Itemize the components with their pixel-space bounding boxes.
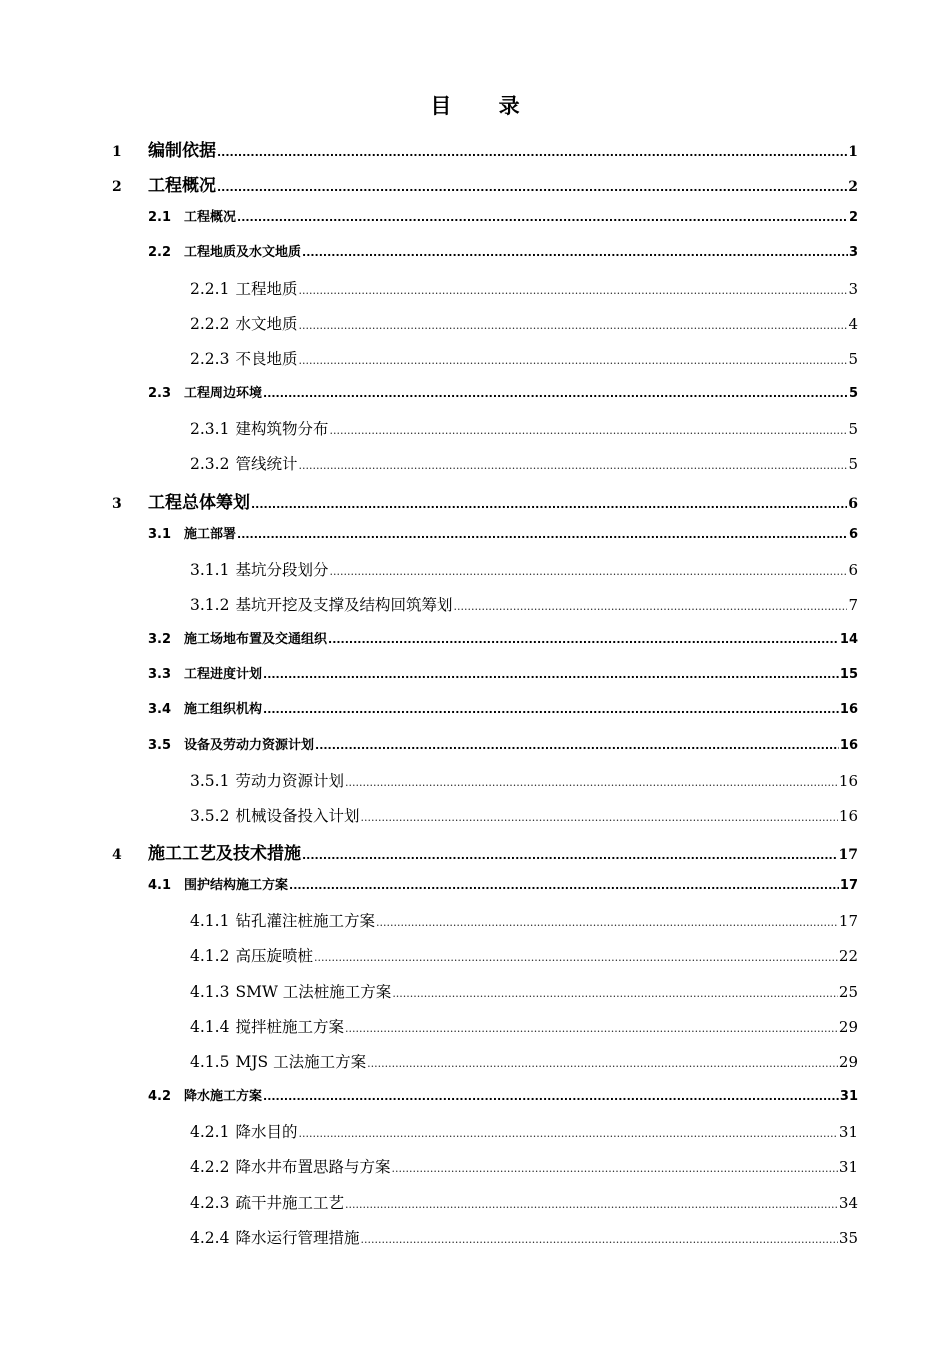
toc-entry-label: 施工场地布置及交通组织 — [184, 632, 328, 648]
toc-entry-page-number: 5 — [848, 455, 858, 474]
toc-entry-page-number: 31 — [838, 1123, 858, 1142]
toc-entry-number: 2.1 — [148, 210, 172, 226]
toc-entry-label: 工程地质及水文地质 — [184, 245, 302, 261]
dot-leader — [298, 319, 847, 332]
dot-leader — [251, 498, 847, 511]
toc-entry-page-number: 35 — [838, 1228, 858, 1247]
toc-entry-label: 施工工艺及技术措施 — [148, 844, 301, 864]
toc-entry-page-number: 3 — [848, 245, 858, 261]
dot-leader — [360, 811, 837, 824]
toc-entry-number: 4.2.3 — [190, 1193, 230, 1212]
toc-entry-label: 水文地质 — [235, 314, 298, 333]
toc-entry-number: 4 — [112, 847, 122, 863]
toc-entry-3-1-2[interactable] — [190, 593, 858, 615]
toc-entry-2-2[interactable] — [148, 241, 858, 260]
toc-entry-number: 3.4 — [148, 702, 172, 718]
toc-entry-page-number: 25 — [838, 982, 858, 1001]
toc-entry-number: 4.1 — [148, 878, 172, 894]
toc-entry-number: 3.1.2 — [190, 595, 230, 614]
toc-entry-3-5-1[interactable] — [190, 769, 858, 791]
toc-title: 目 录 — [430, 94, 540, 118]
toc-entry-4-2-3[interactable] — [190, 1191, 858, 1213]
dot-leader — [263, 703, 839, 716]
toc-entry-number: 2.2.2 — [190, 314, 230, 333]
toc-entry-number: 2.3.1 — [190, 420, 230, 439]
dot-leader — [298, 459, 847, 472]
toc-entry-label: 劳动力资源计划 — [235, 771, 344, 790]
toc-entry-number: 3 — [112, 495, 122, 512]
toc-entry-label: 施工组织机构 — [184, 702, 263, 718]
toc-entry-label: 不良地质 — [235, 349, 298, 368]
toc-entry-4-1-2[interactable] — [190, 944, 858, 966]
toc-entry-4-1-5[interactable] — [190, 1050, 858, 1072]
toc-entry-number: 2.2 — [148, 245, 172, 261]
toc-entry-label: 设备及劳动力资源计划 — [184, 737, 315, 753]
toc-entry-page-number: 16 — [839, 737, 858, 753]
toc-entry-number: 4.1.3 — [190, 982, 230, 1001]
dot-leader — [367, 1057, 838, 1070]
toc-entry-number: 4.1.4 — [190, 1017, 230, 1036]
toc-entry-3[interactable] — [112, 488, 858, 513]
toc-entry-4-1-4[interactable] — [190, 1015, 858, 1037]
toc-entry-label: 降水运行管理措施 — [235, 1228, 360, 1247]
toc-entry-label: 降水施工方案 — [184, 1089, 263, 1105]
toc-entry-2-2-2[interactable] — [190, 312, 858, 334]
dot-leader — [376, 916, 838, 929]
toc-entry-number: 4.1.5 — [190, 1052, 230, 1071]
toc-entry-label: MJS 工法施工方案 — [235, 1052, 367, 1071]
toc-entry-4[interactable] — [112, 839, 858, 864]
toc-entry-label: 施工部署 — [184, 526, 237, 542]
toc-entry-number: 3.5.2 — [190, 806, 230, 825]
dot-leader — [217, 181, 847, 194]
toc-entry-page-number: 1 — [848, 144, 858, 160]
toc-entry-page-number: 31 — [839, 1089, 858, 1105]
toc-entry-3-2[interactable] — [148, 628, 858, 647]
toc-entry-number: 4.2.4 — [190, 1228, 230, 1247]
toc-entry-number: 3.1.1 — [190, 560, 230, 579]
dot-leader — [360, 1233, 837, 1246]
dot-leader — [298, 1127, 837, 1140]
dot-leader — [453, 600, 847, 613]
toc-entry-label: 围护结构施工方案 — [184, 878, 289, 894]
dot-leader — [345, 1022, 838, 1035]
toc-entry-label: 疏干井施工工艺 — [235, 1193, 344, 1212]
toc-entry-number: 4.1.2 — [190, 947, 230, 966]
dot-leader — [315, 739, 839, 752]
toc-entry-page-number: 5 — [848, 420, 858, 439]
toc-entry-label: 降水目的 — [235, 1123, 298, 1142]
toc-entry-number: 3.2 — [148, 632, 172, 648]
toc-entry-label: 基坑分段划分 — [235, 560, 329, 579]
toc-entry-label: 工程概况 — [184, 210, 237, 226]
toc-entry-4-2-4[interactable] — [190, 1226, 858, 1248]
dot-leader — [345, 1198, 838, 1211]
toc-entry-label: 管线统计 — [235, 455, 298, 474]
toc-entry-number: 3.5.1 — [190, 771, 230, 790]
dot-leader — [298, 284, 847, 297]
toc-entry-1[interactable] — [112, 136, 858, 161]
toc-entry-number: 2.3.2 — [190, 455, 230, 474]
toc-entry-2-3[interactable] — [148, 382, 858, 401]
toc-entry-page-number: 6 — [848, 526, 858, 542]
toc-entry-number: 2.2.3 — [190, 349, 230, 368]
toc-entry-number: 4.1.1 — [190, 912, 230, 931]
dot-leader — [263, 1090, 839, 1103]
dot-leader — [237, 528, 848, 541]
toc-entry-page-number: 5 — [848, 386, 858, 402]
toc-entry-label: 工程概况 — [148, 176, 216, 197]
toc-entry-label: 基坑开挖及支撑及结构回筑筹划 — [235, 595, 453, 614]
toc-entry-page-number: 22 — [838, 947, 858, 966]
toc-entry-label: 编制依据 — [148, 141, 216, 161]
toc-entry-page-number: 15 — [839, 667, 858, 683]
toc-entry-label: 高压旋喷桩 — [235, 947, 313, 966]
dot-leader — [329, 565, 847, 578]
toc-entry-page-number: 2 — [848, 210, 858, 226]
toc-entry-3-3[interactable] — [148, 663, 858, 682]
toc-entry-page-number: 6 — [848, 495, 858, 512]
toc-entry-page-number: 17 — [838, 912, 858, 931]
toc-entry-2-3-2[interactable] — [190, 452, 858, 474]
toc-entry-page-number: 4 — [848, 314, 858, 333]
toc-entry-label: SMW 工法桩施工方案 — [235, 982, 392, 1001]
toc-entry-page-number: 29 — [838, 1052, 858, 1071]
toc-entry-page-number: 3 — [848, 279, 858, 298]
toc-entry-page-number: 29 — [838, 1017, 858, 1036]
toc-entry-page-number: 31 — [838, 1158, 858, 1177]
toc-entry-label: 工程地质 — [235, 279, 298, 298]
toc-entry-page-number: 17 — [839, 878, 858, 894]
toc-entry-page-number: 7 — [848, 595, 858, 614]
toc-entry-page-number: 17 — [838, 847, 858, 863]
toc-entry-number: 1 — [112, 144, 122, 160]
toc-entry-label: 搅拌桩施工方案 — [235, 1017, 344, 1036]
toc-entry-page-number: 5 — [848, 349, 858, 368]
toc-entry-page-number: 34 — [838, 1193, 858, 1212]
toc-entry-number: 2.2.1 — [190, 279, 230, 298]
dot-leader — [237, 211, 848, 224]
toc-entry-2-2-1[interactable] — [190, 277, 858, 299]
toc-entry-number: 2 — [112, 179, 122, 196]
toc-entry-4-1[interactable] — [148, 874, 858, 893]
toc-entry-label: 工程进度计划 — [184, 667, 263, 683]
toc-entry-3-5-2[interactable] — [190, 804, 858, 826]
toc-entry-2-3-1[interactable] — [190, 417, 858, 439]
toc-entry-2[interactable] — [112, 171, 858, 196]
toc-entry-4-2-1[interactable] — [190, 1120, 858, 1142]
toc-entry-number: 4.2.2 — [190, 1158, 230, 1177]
dot-leader — [263, 668, 839, 681]
dot-leader — [345, 776, 838, 789]
dot-leader — [302, 849, 838, 862]
toc-entry-2-1[interactable] — [148, 206, 858, 225]
dot-leader — [391, 1162, 837, 1175]
toc-entry-number: 3.3 — [148, 667, 172, 683]
toc-entry-label: 工程总体筹划 — [148, 492, 250, 513]
toc-entry-page-number: 6 — [848, 560, 858, 579]
toc-entry-label: 建构筑物分布 — [235, 420, 329, 439]
toc-entry-label: 工程周边环境 — [184, 386, 263, 402]
dot-leader — [329, 424, 847, 437]
dot-leader — [298, 354, 847, 367]
toc-entry-4-1-3[interactable] — [190, 980, 858, 1002]
toc-entry-page-number: 16 — [838, 806, 858, 825]
toc-entry-label: 钻孔灌注桩施工方案 — [235, 912, 375, 931]
toc-entry-label: 机械设备投入计划 — [235, 806, 360, 825]
toc-entry-3-5[interactable] — [148, 734, 858, 753]
toc-entry-number: 3.1 — [148, 526, 172, 542]
toc-entry-3-4[interactable] — [148, 698, 858, 717]
toc-entry-page-number: 16 — [838, 771, 858, 790]
dot-leader — [302, 246, 848, 259]
dot-leader — [217, 146, 847, 159]
toc-entry-3-1[interactable] — [148, 523, 858, 542]
toc-entry-4-1-1[interactable] — [190, 909, 858, 931]
dot-leader — [314, 951, 838, 964]
dot-leader — [263, 387, 848, 400]
toc-entry-number: 2.3 — [148, 386, 172, 402]
toc-entry-4-2[interactable] — [148, 1085, 858, 1104]
toc-entry-number: 4.2.1 — [190, 1123, 230, 1142]
toc-entry-3-1-1[interactable] — [190, 558, 858, 580]
toc-entry-number: 4.2 — [148, 1089, 172, 1105]
toc-entry-number: 3.5 — [148, 737, 172, 753]
toc-entry-2-2-3[interactable] — [190, 347, 858, 369]
toc-entry-page-number: 16 — [839, 702, 858, 718]
toc-entry-4-2-2[interactable] — [190, 1155, 858, 1177]
toc-entry-page-number: 14 — [839, 632, 858, 648]
dot-leader — [328, 633, 839, 646]
dot-leader — [289, 879, 839, 892]
dot-leader — [392, 987, 838, 1000]
toc-entry-label: 降水井布置思路与方案 — [235, 1158, 391, 1177]
toc-entry-page-number: 2 — [848, 179, 858, 196]
